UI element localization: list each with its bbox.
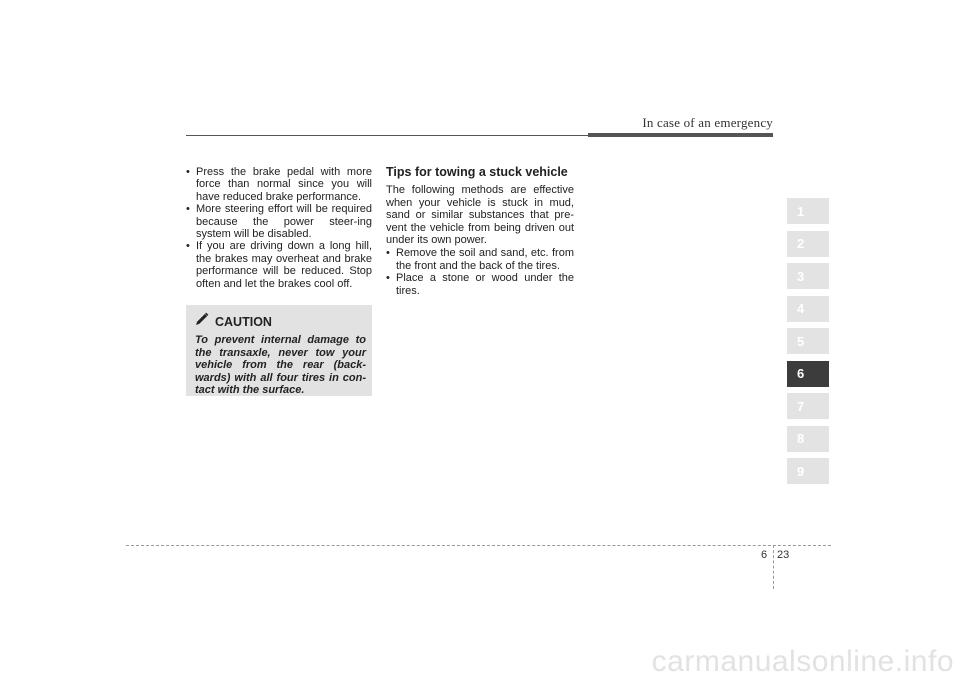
tips-heading: Tips for towing a stuck vehicle: [386, 165, 568, 179]
caution-box: [186, 305, 372, 396]
list-item: • Remove the soil and sand, etc. from the front and the back of the tires.: [386, 247, 574, 272]
page-chapter: 6: [761, 549, 768, 561]
header-rule-thin: [186, 135, 588, 136]
chapter-tab-7[interactable]: 7: [787, 393, 829, 419]
chapter-tab-4[interactable]: 4: [787, 296, 829, 322]
caution-text: To prevent internal damage to the transaxle, never tow your vehicle from the rear (back-wards) with all four tires in con-tact with the surface.: [195, 334, 366, 396]
chapter-tab-6[interactable]: 6: [787, 361, 829, 387]
chapter-tab-1[interactable]: 1: [787, 198, 829, 224]
list-item: • Press the brake pedal with more force than normal since you will have reduced brake performance.: [186, 166, 372, 203]
chapter-tab-9[interactable]: 9: [787, 458, 829, 484]
chapter-tab-3[interactable]: 3: [787, 263, 829, 289]
list-item: • Place a stone or wood under the tires.: [386, 272, 574, 297]
section-title: In case of an emergency: [642, 115, 773, 130]
chapter-tabs: [787, 198, 829, 491]
list-item: • More steering effort will be required because the power steer-ing system will be disabled.: [186, 203, 372, 240]
footer-divider: [126, 545, 831, 546]
watermark: carmanualsonline.info: [651, 645, 954, 678]
chapter-tab-2[interactable]: 2: [787, 231, 829, 257]
tips-intro: The following methods are effective when your vehicle is stuck in mud, sand or similar substances that pre-vent the vehicle from being driven out under its own power.: [386, 184, 574, 247]
chapter-tab-8[interactable]: 8: [787, 426, 829, 452]
pencil-icon: [195, 312, 209, 331]
page-number: 23: [777, 549, 790, 561]
chapter-tab-5[interactable]: 5: [787, 328, 829, 354]
caution-title: CAUTION: [215, 314, 272, 329]
page-number-divider: [773, 545, 774, 589]
left-column: [186, 166, 372, 290]
tips-list: [386, 247, 574, 297]
brake-steering-list: [186, 166, 372, 290]
list-item: • If you are driving down a long hill, the brakes may overheat and brake performance will be reduced. Stop often and let the brakes cool off.: [186, 240, 372, 290]
middle-column: [386, 166, 574, 297]
header-rule-thick: [588, 133, 773, 137]
caution-header: [195, 312, 366, 331]
